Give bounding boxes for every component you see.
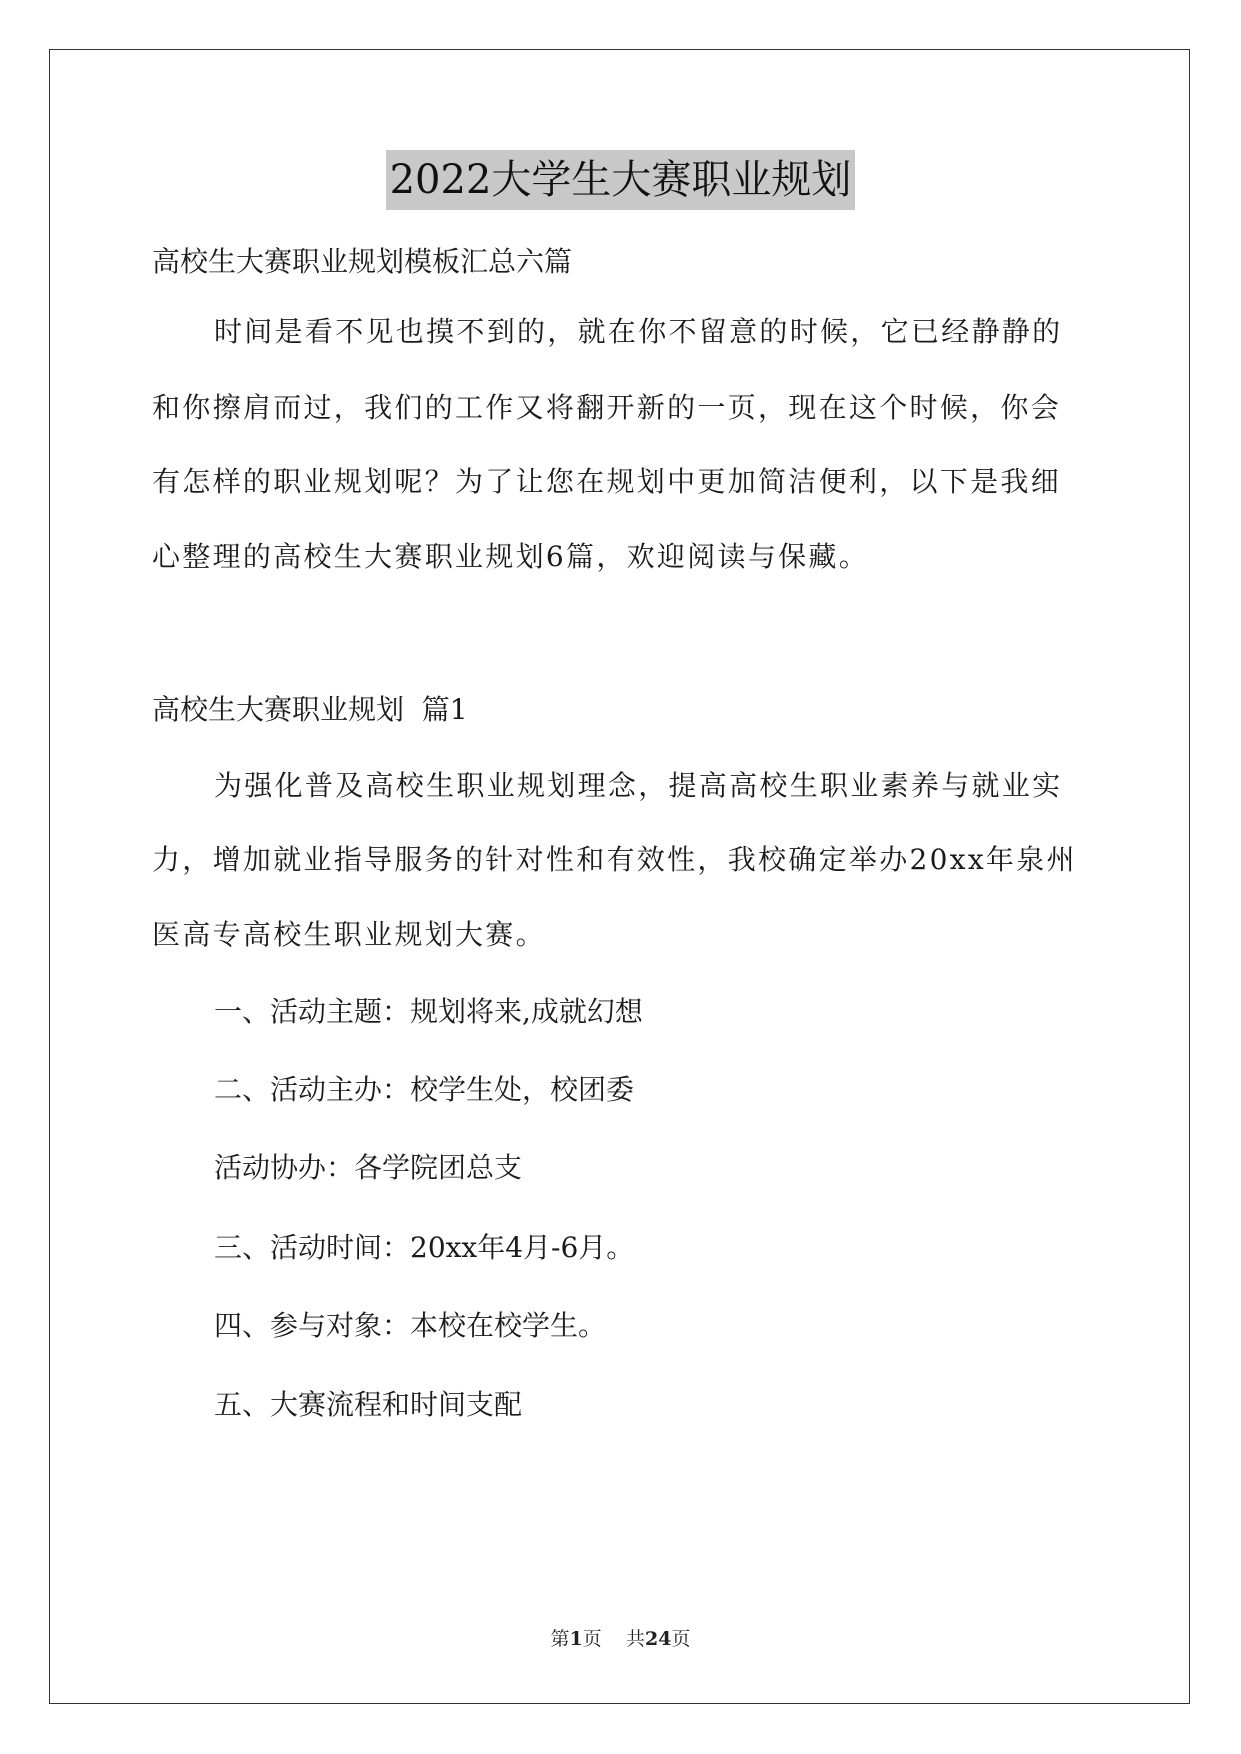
list-item: 活动协办：各学院团总支: [214, 1151, 523, 1184]
page-footer: [0, 1627, 1241, 1651]
intro-line-2: 和你擦肩而过，我们的工作又将翻开新的一页，现在这个时候，你会: [152, 391, 1062, 424]
list-item: 四、参与对象：本校在校学生。: [214, 1309, 607, 1342]
list-item: 二、活动主办：校学生处，校团委: [214, 1073, 635, 1106]
footer-total-prefix: 共: [625, 1628, 645, 1650]
section-heading: 高校生大赛职业规划 篇1: [152, 693, 468, 726]
list-item: 一、活动主题：规划将来,成就幻想: [214, 995, 643, 1028]
title-container: [0, 150, 1241, 210]
section-line-1: 为强化普及高校生职业规划理念，提高高校生职业素养与就业实: [214, 769, 1063, 802]
list-item: 五、大赛流程和时间支配: [214, 1388, 523, 1421]
intro-line-1: 时间是看不见也摸不到的，就在你不留意的时候，它已经静静的: [214, 315, 1063, 348]
section-line-2: 力，增加就业指导服务的针对性和有效性，我校确定举办20xx年泉州: [152, 843, 1077, 876]
footer-total-pages: 24: [644, 1628, 672, 1650]
section-line-3: 医高专高校生职业规划大赛。: [152, 918, 546, 951]
footer-total-suffix: 页: [671, 1628, 691, 1650]
document-title: 2022大学生大赛职业规划: [386, 150, 856, 210]
list-item: 三、活动时间：20xx年4月-6月。: [214, 1231, 635, 1264]
intro-line-3: 有怎样的职业规划呢？为了让您在规划中更加简洁便利，以下是我细: [152, 465, 1062, 498]
document-subtitle: 高校生大赛职业规划模板汇总六篇: [152, 245, 573, 278]
footer-page-number: 1: [569, 1628, 583, 1650]
intro-line-4: 心整理的高校生大赛职业规划6篇，欢迎阅读与保藏。: [152, 540, 870, 573]
footer-prefix: 第: [550, 1628, 570, 1650]
footer-page-suffix: 页: [582, 1628, 602, 1650]
